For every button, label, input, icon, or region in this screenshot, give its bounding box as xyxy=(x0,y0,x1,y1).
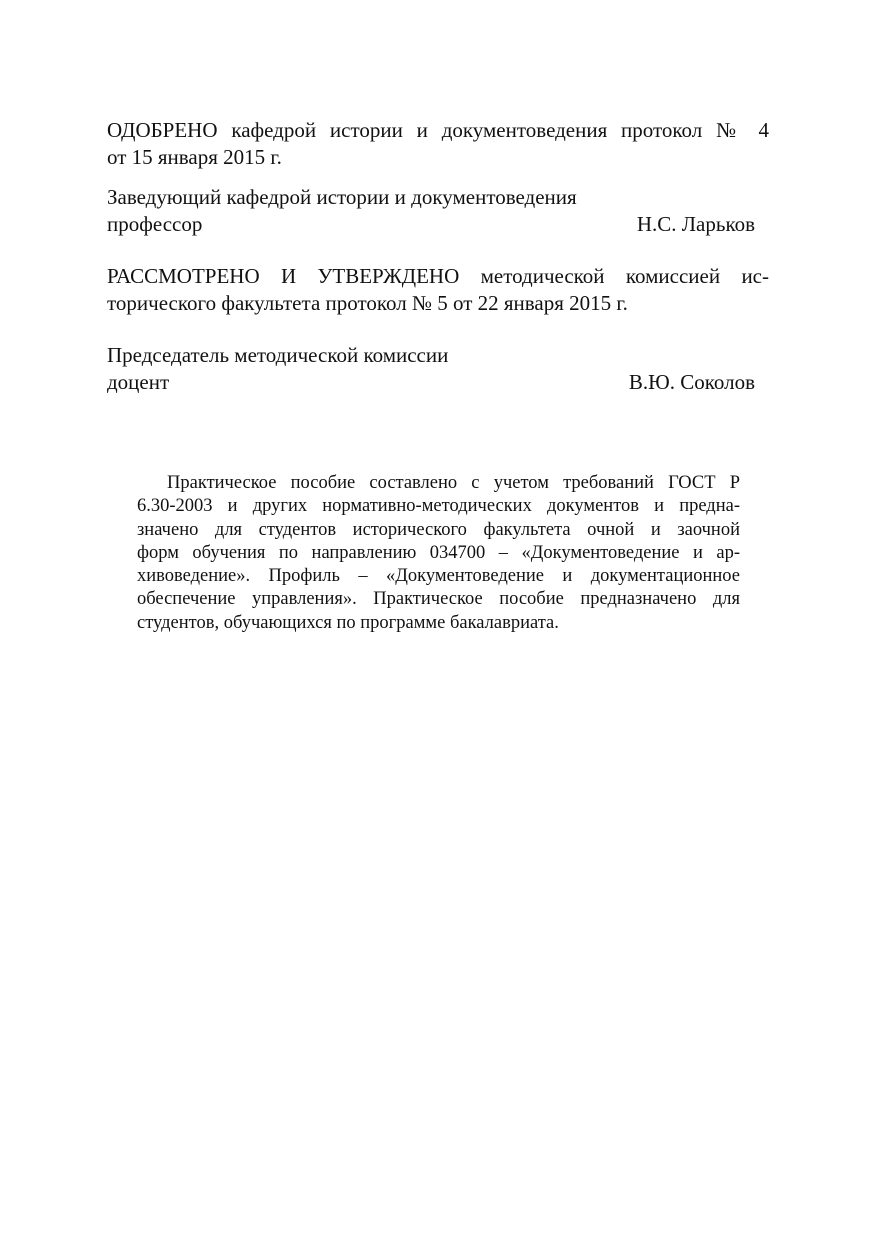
annotation-line: 6.30-2003 и других нормативно-методических документов и предна- xyxy=(137,496,740,517)
head-of-department-name: Н.С. Ларьков xyxy=(636,212,755,236)
head-of-department-signature xyxy=(107,184,755,238)
commission-chair-signature xyxy=(107,342,755,396)
annotation-line: студентов, обучающихся по программе бакалавриата. xyxy=(137,612,559,633)
approval-line-2: от 15 января 2015 г. xyxy=(107,145,282,169)
annotation-line: Практическое пособие составлено с учетом требований ГОСТ Р xyxy=(167,473,740,493)
annotation-line: форм обучения по направлению 034700 – «Документоведение и ар- xyxy=(137,542,740,563)
annotation-line: значено для студентов исторического факультета очной и заочной xyxy=(137,519,740,540)
commission-chair-name: В.Ю. Соколов xyxy=(628,370,755,394)
commission-chair-rank: доцент xyxy=(107,370,170,394)
head-of-department-row xyxy=(107,211,755,238)
review-line-2: торического факультета протокол № 5 от 22 января 2015 г. xyxy=(107,291,628,315)
annotation-line: обеспечение управления». Практическое пособие предназначено для xyxy=(137,589,740,610)
head-of-department-rank: профессор xyxy=(107,212,203,236)
review-line-1: РАССМОТРЕНО И УТВЕРЖДЕНО методической комиссией ис- xyxy=(107,264,769,288)
annotation-line: хивоведение». Профиль – «Документоведение и документационное xyxy=(137,566,740,587)
review-block xyxy=(107,263,769,317)
approval-block xyxy=(107,117,769,171)
approval-line-1: ОДОБРЕНО кафедрой истории и документоведения протокол № 4 xyxy=(107,118,769,142)
annotation-paragraph xyxy=(137,472,740,635)
head-of-department-title: Заведующий кафедрой истории и документоведения xyxy=(107,185,577,209)
commission-chair-title: Председатель методической комиссии xyxy=(107,343,449,367)
commission-chair-row xyxy=(107,369,755,396)
